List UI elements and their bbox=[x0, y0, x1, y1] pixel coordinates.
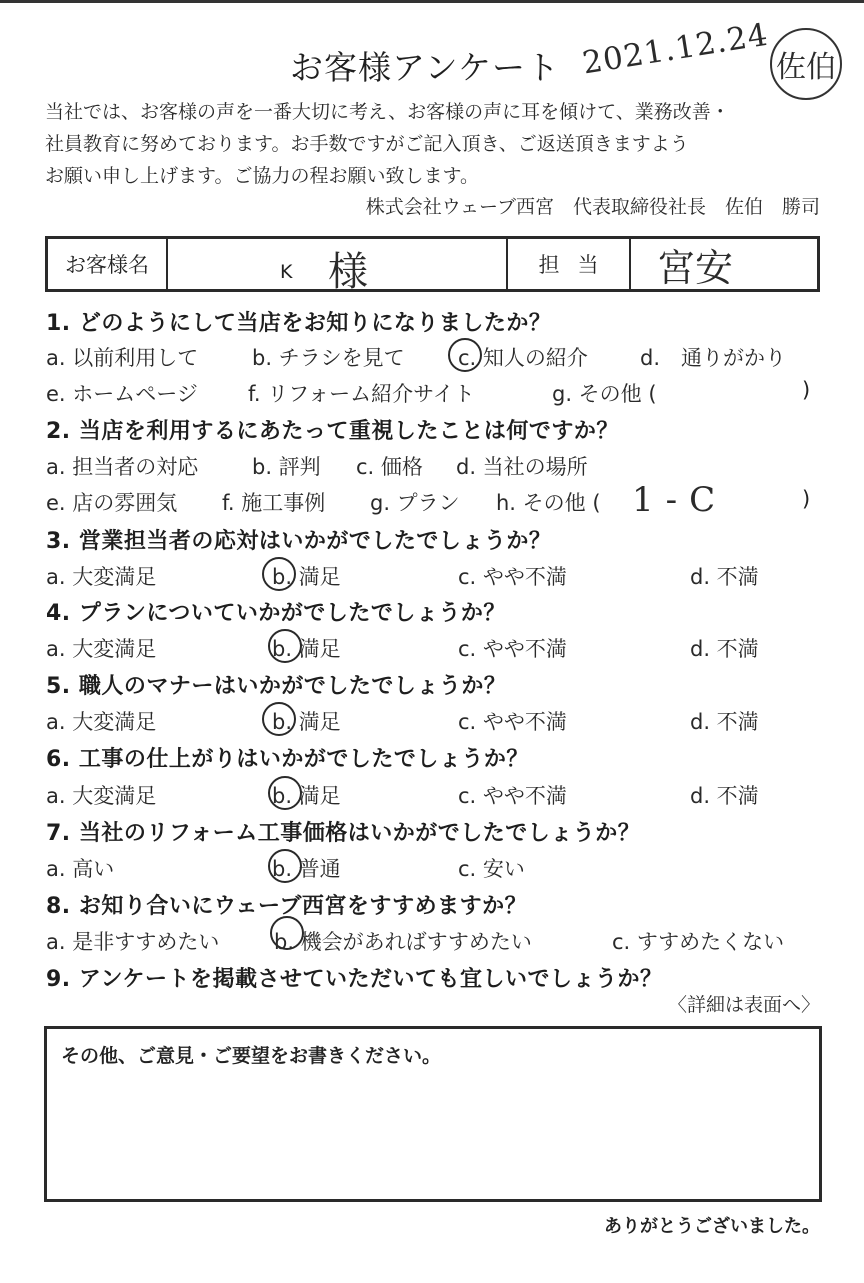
detail-note: 〈詳細は表面へ〉 bbox=[667, 994, 820, 1016]
staff-name-field[interactable]: 宮安 bbox=[657, 245, 734, 290]
question-5: 5. 職人のマナーはいかがでしたでしょうか？ bbox=[46, 674, 507, 699]
customer-name-label: お客様名 bbox=[48, 239, 168, 289]
customer-initial: K bbox=[280, 261, 293, 283]
q2-other-answer[interactable]: 1-C bbox=[632, 480, 728, 520]
q2-paren-close: ) bbox=[802, 487, 811, 511]
q3-answer-circle bbox=[262, 557, 296, 591]
q8-answer-circle bbox=[270, 916, 304, 950]
handwritten-date: 2021.12.24 bbox=[580, 16, 771, 82]
q7-answer-circle bbox=[268, 849, 302, 883]
q4-answer-circle bbox=[268, 629, 302, 663]
q2-option-a[interactable]: a. 担当者の対応 bbox=[46, 455, 199, 479]
question-8: 8. お知り合いにウェーブ西宮をすすめますか？ bbox=[46, 894, 528, 919]
question-3: 3. 営業担当者の応対はいかがでしたでしょうか？ bbox=[46, 529, 552, 554]
q8-option-c[interactable]: c. すすめたくない bbox=[612, 930, 785, 954]
q6-option-b[interactable]: b. 満足 bbox=[272, 784, 341, 808]
q2-option-e[interactable]: e. 店の雰囲気 bbox=[46, 491, 178, 515]
q3-option-a[interactable]: a. 大変満足 bbox=[46, 565, 157, 589]
comment-box[interactable] bbox=[44, 1026, 822, 1202]
q1-option-e[interactable]: e. ホームページ bbox=[46, 382, 198, 406]
q7-option-b[interactable]: b. 普通 bbox=[272, 857, 341, 881]
intro-line: お願い申し上げます。ご協力の程お願い致します。 bbox=[45, 165, 479, 187]
q5-option-a[interactable]: a. 大変満足 bbox=[46, 710, 157, 734]
q4-option-b[interactable]: b. 満足 bbox=[272, 637, 341, 661]
q1-paren-close: ) bbox=[802, 378, 811, 402]
intro-line: 当社では、お客様の声を一番大切に考え、お客様の声に耳を傾けて、業務改善・ bbox=[45, 101, 730, 123]
q5-option-b[interactable]: b. 満足 bbox=[272, 710, 341, 734]
customer-honorific: 様 bbox=[328, 249, 368, 295]
q3-option-b[interactable]: b. 満足 bbox=[272, 565, 341, 589]
q2-option-c[interactable]: c. 価格 bbox=[356, 455, 423, 479]
q2-option-h[interactable]: h. その他 ( bbox=[496, 491, 601, 515]
q4-option-a[interactable]: a. 大変満足 bbox=[46, 637, 157, 661]
survey-title: お客様アンケート bbox=[290, 48, 561, 87]
q4-option-d[interactable]: d. 不満 bbox=[690, 637, 759, 661]
question-4: 4. プランについていかがでしたでしょうか？ bbox=[46, 601, 506, 626]
q1-option-a[interactable]: a. 以前利用して bbox=[46, 346, 199, 370]
q8-option-a[interactable]: a. 是非すすめたい bbox=[46, 930, 220, 954]
q1-option-b[interactable]: b. チラシを見て bbox=[252, 346, 405, 370]
q8-option-b[interactable]: b. 機会があればすすめたい bbox=[274, 930, 532, 954]
q6-answer-circle bbox=[268, 776, 302, 810]
q1-option-g[interactable]: g. その他 ( bbox=[552, 382, 657, 406]
q3-option-c[interactable]: c. やや不満 bbox=[458, 565, 567, 589]
q2-option-g[interactable]: g. プラン bbox=[370, 491, 460, 515]
q4-option-c[interactable]: c. やや不満 bbox=[458, 637, 567, 661]
q7-option-c[interactable]: c. 安い bbox=[458, 857, 525, 881]
intro-line: 社員教育に努めております。お手数ですがご記入頂き、ご返送頂きますよう bbox=[45, 133, 689, 155]
question-2: 2. 当店を利用するにあたって重視したことは何ですか？ bbox=[46, 419, 619, 444]
q2-option-f[interactable]: f. 施工事例 bbox=[222, 491, 326, 515]
q5-answer-circle bbox=[262, 702, 296, 736]
q1-option-c[interactable]: c. 知人の紹介 bbox=[458, 346, 588, 370]
thanks-message: ありがとうございました。 bbox=[604, 1216, 820, 1237]
comment-label: その他、ご意見・ご要望をお書きください。 bbox=[61, 1045, 442, 1067]
q6-option-a[interactable]: a. 大変満足 bbox=[46, 784, 157, 808]
q5-option-c[interactable]: c. やや不満 bbox=[458, 710, 567, 734]
question-9: 9. アンケートを掲載させていただいても宜しいでしょうか？ bbox=[46, 967, 663, 992]
q1-option-d[interactable]: d. 通りがかり bbox=[640, 346, 787, 370]
customer-name-field[interactable] bbox=[168, 239, 508, 295]
question-7: 7. 当社のリフォーム工事価格はいかがでしたでしょうか？ bbox=[46, 821, 641, 846]
intro-text bbox=[45, 96, 825, 192]
staff-label: 担当 bbox=[508, 239, 631, 289]
q3-option-d[interactable]: d. 不満 bbox=[690, 565, 759, 589]
q5-option-d[interactable]: d. 不満 bbox=[690, 710, 759, 734]
question-1: 1. どのようにして当店をお知りになりましたか？ bbox=[46, 311, 552, 336]
company-signature: 株式会社ウェーブ西宮 代表取締役社長 佐伯 勝司 bbox=[365, 196, 820, 218]
question-6: 6. 工事の仕上がりはいかがでしたでしょうか？ bbox=[46, 747, 529, 772]
q6-option-d[interactable]: d. 不満 bbox=[690, 784, 759, 808]
top-edge-line bbox=[0, 0, 864, 3]
q6-option-c[interactable]: c. やや不満 bbox=[458, 784, 567, 808]
name-seal-stamp: 佐伯 bbox=[770, 28, 842, 100]
customer-info-table bbox=[45, 236, 820, 295]
q2-option-d[interactable]: d. 当社の場所 bbox=[456, 455, 588, 479]
q2-option-b[interactable]: b. 評判 bbox=[252, 455, 321, 479]
q1-option-f[interactable]: f. リフォーム紹介サイト bbox=[248, 382, 475, 406]
q7-option-a[interactable]: a. 高い bbox=[46, 857, 115, 881]
q1-answer-circle bbox=[448, 338, 482, 372]
